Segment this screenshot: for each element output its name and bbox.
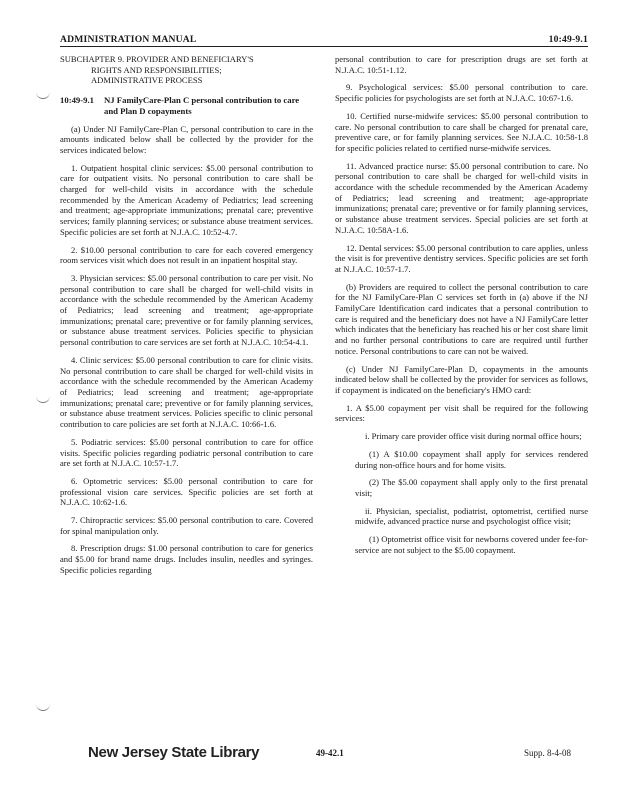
library-logo: New Jersey State Library — [88, 744, 260, 761]
item-9-psychological: 9. Psychological services: $5.00 personal contribution to care. Specific policies for psychologists are set forth at N.J.A.C. 10:67-1.6. — [335, 82, 588, 104]
punch-hole-mark-top — [36, 92, 50, 99]
punch-hole-mark-middle — [36, 396, 50, 403]
subchapter-heading — [60, 54, 313, 86]
header-section: 10:49-9.1 — [548, 34, 588, 45]
paragraph-b: (b) Providers are required to collect the personal contribution to care for the NJ FamilyCare-Plan C services set forth in (a) above if the NJ FamilyCare Identification card indicates that a personal contribution to care is required and the beneficiary does not have a NJ FamilyCare letter which indicates that the beneficiary has reached his or her cost share limit and no further personal contributions to care are required until further notice. Personal contributions to care can not be waived. — [335, 281, 588, 356]
item-2-emergency-room: 2. $10.00 personal contribution to care for each covered emergency room services visit which does not result in an inpatient hospital stay. — [60, 244, 313, 266]
header-title: ADMINISTRATION MANUAL — [60, 34, 197, 45]
paragraph-c: (c) Under NJ FamilyCare-Plan D, copayments in the amounts indicated below shall be collected by the provider for services as follows, if copayment is indicated on the beneficiary's HMO card: — [335, 363, 588, 395]
item-8-prescription: 8. Prescription drugs: $1.00 personal contribution to care for generics and $5.00 for brand name drugs. Includes insulin, needles and syringes. Specific policies regarding — [60, 543, 313, 575]
section-title: NJ FamilyCare-Plan C personal contribution to care and Plan D copayments — [104, 95, 300, 116]
subchapter-line-1: SUBCHAPTER 9. PROVIDER AND BENEFICIARY'S — [60, 54, 254, 64]
item-8-continued: personal contribution to care for prescription drugs are set forth at N.J.A.C. 10:51-1.12. — [335, 54, 588, 75]
paragraph-a: (a) Under NJ FamilyCare-Plan C, personal contribution to care in the amounts indicated below shall be collected by the provider for the services indicated below: — [60, 123, 313, 155]
supplement-date: Supp. 8-4-08 — [524, 748, 571, 758]
item-11-advanced-practice-nurse: 11. Advanced practice nurse: $5.00 personal contribution to care. No personal contribution to care shall be charged for well-child visits in accordance with the schedule recommended by the American Academy of Pediatrics; lead screening and treatment; age-appropriate immunizations; prenatal care; preventive or for family planning services, or substance abuse treatment services. Special policies are set forth at N.J.A.C. 10:58A-1.6. — [335, 160, 588, 235]
item-4-clinic: 4. Clinic services: $5.00 personal contribution to care for clinic visits. No personal contribution to care shall be charged for well-child visits in accordance with the schedule recommended by the American Academy of Pediatrics; lead screening and treatment; age-appropriate immunizations; prenatal care; preventive or for family planning services, or substance abuse treatment services. Policies specific to clinic personal contribution to care policies are set forth at N.J.A.C. 10:66-1.6. — [60, 354, 313, 430]
item-7-chiropractic: 7. Chiropractic services: $5.00 personal contribution to care. Covered for spinal manipulation only. — [60, 515, 313, 536]
item-3-physician: 3. Physician services: $5.00 personal contribution to care per visit. No personal contribution to care shall be charged for well-child visits in accordance with the schedule recommended by the American Academy of Pediatrics; lead screening and treatment; age-appropriate immunizations; prenatal care; preventive or for family planning services, or substance abuse treatment services. Policies specific to physician personal contribution to care services are set forth at N.J.A.C. 10:54-4.1. — [60, 272, 313, 348]
item-c-1-ii: ii. Physician, specialist, podiatrist, optometrist, certified nurse midwife, advanced practice nurse and psychologist office visit; — [355, 505, 588, 527]
item-6-optometric: 6. Optometric services: $5.00 personal contribution to care for professional vision care services. Specific policies are set forth at N.J.A.C. 10:62-1.6. — [60, 475, 313, 508]
section-heading — [60, 95, 313, 116]
left-column — [60, 54, 313, 583]
item-c-1-i-1: (1) A $10.00 copayment shall apply for services rendered during non-office hours and for home visits. — [355, 448, 588, 470]
item-c-1-i: i. Primary care provider office visit during normal office hours; — [365, 431, 582, 442]
item-10-nurse-midwife: 10. Certified nurse-midwife services: $5.00 personal contribution to care. No personal contribution to care shall be charged for prenatal care, preventive care, or for family planning services. See N.J.A.C. 10:58-1.8 for specific policies related to certified nurse-midwife services. — [335, 110, 588, 153]
right-column — [335, 54, 588, 562]
punch-hole-mark-bottom — [36, 704, 50, 711]
item-12-dental: 12. Dental services: $5.00 personal contribution to care applies, unless the visit is for preventive dentistry services. Specific policies are set forth at N.J.A.C. 10:57-1.7. — [335, 242, 588, 274]
item-c-1-i-2: (2) The $5.00 copayment shall apply only to the first prenatal visit; — [355, 477, 588, 498]
item-c-1-ii-1: (1) Optometrist office visit for newborns covered under fee-for-service are not subject to the $5.00 copayment. — [355, 534, 588, 555]
subchapter-line-2: RIGHTS AND RESPONSIBILITIES; — [91, 64, 222, 75]
header-rule — [60, 46, 588, 47]
item-c-1: 1. A $5.00 copayment per visit shall be required for the following services: — [335, 402, 588, 424]
page-number: 49-42.1 — [316, 748, 344, 758]
section-number: 10:49-9.1 — [60, 95, 95, 106]
subchapter-line-3: ADMINISTRATIVE PROCESS — [91, 75, 203, 86]
item-5-podiatric: 5. Podiatric services: $5.00 personal contribution to care for office visits. Specific policies regarding podiatric personal contribution to care are set forth at N.J.A.C. 10:57-1.7. — [60, 436, 313, 469]
item-1-outpatient: 1. Outpatient hospital clinic services: $5.00 personal contribution to care for outpatient visits. No personal contribution to care shall be charged for well-child visits in accordance with the schedule recommended by the American Academy of Pediatrics; lead screening and treatment; age-appropriate immunizations; prenatal care; preventive services; family planning services; or substance abuse treatment services. Specific policies are set forth at N.J.A.C. 10:52-4.7. — [60, 162, 313, 237]
